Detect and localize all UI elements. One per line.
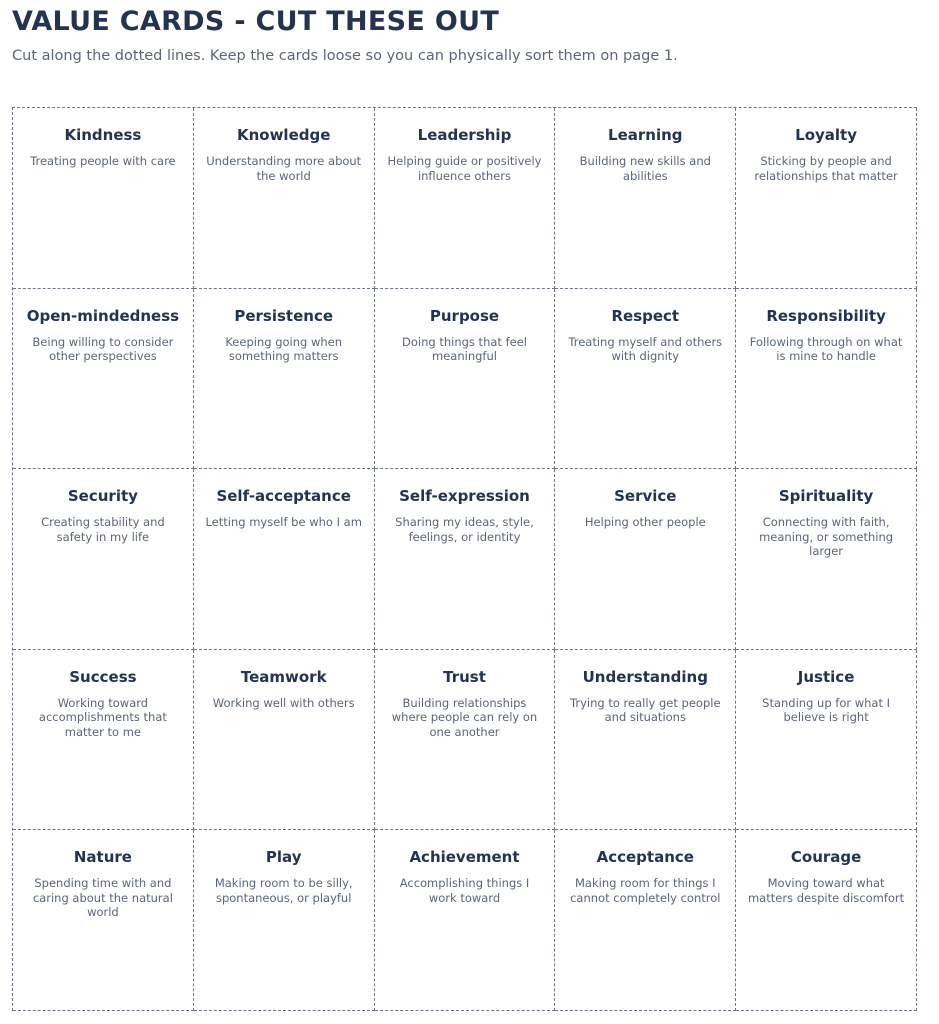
page-title: VALUE CARDS - CUT THESE OUT [12, 6, 500, 37]
card-title: Teamwork [240, 667, 327, 686]
card-title: Persistence [234, 306, 334, 325]
card-description: Spending time with and caring about the natural world [32, 876, 173, 920]
value-card-achievement [375, 830, 556, 1011]
card-title: Achievement [409, 848, 520, 867]
value-card-trust [375, 650, 556, 831]
card-title: Respect [611, 306, 680, 325]
card-title: Trust [443, 667, 486, 686]
value-card-understanding [555, 650, 736, 831]
card-description: Creating stability and safety in my life [41, 515, 165, 544]
card-title: Kindness [64, 126, 142, 144]
card-title: Service [614, 487, 677, 506]
card-title: Leadership [417, 126, 512, 144]
value-card-purpose [375, 289, 556, 470]
card-title: Play [265, 848, 302, 867]
card-title: Learning [608, 126, 683, 144]
value-card-teamwork [194, 650, 375, 831]
card-title: Acceptance [596, 848, 694, 867]
card-title: Justice [797, 667, 855, 686]
card-description: Understanding more about the world [206, 154, 362, 183]
card-description: Keeping going when something matters [225, 334, 343, 364]
card-description: Letting myself be who I am [205, 515, 362, 530]
value-card-responsibility [736, 289, 917, 470]
card-title: Nature [73, 848, 132, 867]
card-description: Doing things that feel meaningful [402, 334, 527, 364]
card-title: Understanding [582, 667, 708, 686]
card-title: Success [69, 667, 137, 686]
card-description: Making room to be silly, spontaneous, or playful [214, 876, 353, 905]
card-description: Helping guide or positively influence others [387, 154, 542, 183]
card-description: Sticking by people and relationships that matter [754, 154, 898, 183]
card-description: Treating people with care [30, 154, 176, 168]
value-card-open-mindedness [13, 289, 194, 470]
value-card-success [13, 650, 194, 831]
card-title: Self-expression [399, 487, 530, 506]
value-card-security [13, 469, 194, 650]
card-title: Courage [790, 848, 862, 867]
card-description: Moving toward what matters despite discomfort [747, 876, 905, 905]
value-card-self-acceptance [194, 469, 375, 650]
card-description: Being willing to consider other perspectives [32, 334, 174, 364]
value-card-grid [12, 107, 917, 1011]
card-description: Trying to really get people and situations [570, 695, 721, 725]
value-card-service [555, 469, 736, 650]
card-description: Helping other people [584, 515, 706, 530]
card-title: Spirituality [778, 487, 874, 506]
value-card-nature [13, 830, 194, 1011]
card-description: Building relationships where people can rely on one another [391, 695, 538, 739]
value-card-loyalty [736, 108, 917, 289]
card-description: Making room for things I cannot completely control [570, 876, 721, 905]
value-card-knowledge [194, 108, 375, 289]
value-card-persistence [194, 289, 375, 470]
value-card-respect [555, 289, 736, 470]
value-card-acceptance [555, 830, 736, 1011]
value-card-self-expression [375, 469, 556, 650]
value-card-justice [736, 650, 917, 831]
instructions-text: Cut along the dotted lines. Keep the cards loose so you can physically sort them on page 1. [12, 48, 678, 64]
card-description: Building new skills and abilities [579, 154, 711, 183]
card-title: Security [67, 487, 138, 506]
value-card-courage [736, 830, 917, 1011]
card-description: Working well with others [212, 695, 355, 710]
card-description: Working toward accomplishments that matter to me [38, 695, 167, 739]
card-title: Loyalty [795, 126, 858, 144]
card-title: Purpose [429, 306, 500, 325]
value-card-play [194, 830, 375, 1011]
card-description: Treating myself and others with dignity [568, 334, 723, 364]
card-description: Following through on what is mine to handle [749, 334, 903, 364]
value-card-spirituality [736, 469, 917, 650]
card-title: Self-acceptance [216, 487, 351, 506]
value-card-kindness [13, 108, 194, 289]
card-title: Open-mindedness [26, 306, 180, 325]
value-card-learning [555, 108, 736, 289]
card-description: Connecting with faith, meaning, or something larger [759, 515, 894, 559]
value-card-leadership [375, 108, 556, 289]
card-description: Standing up for what I believe is right [762, 695, 891, 725]
card-description: Accomplishing things I work toward [399, 876, 530, 905]
card-title: Knowledge [236, 126, 331, 144]
card-description: Sharing my ideas, style, feelings, or identity [395, 515, 534, 544]
card-title: Responsibility [766, 306, 886, 325]
